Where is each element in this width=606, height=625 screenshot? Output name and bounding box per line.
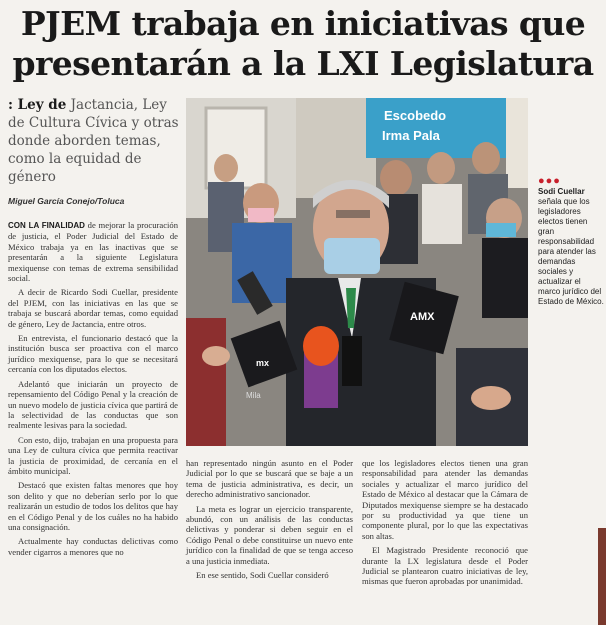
byline: Miguel García Conejo/Toluca [8, 196, 125, 206]
article-column-3 [362, 458, 528, 591]
caption-name: Sodi Cuellar [538, 187, 585, 196]
subhead-text: Jactancia, Ley de Cultura Cívica y otras donde aborden temas, como la equidad de género [8, 97, 179, 185]
subhead-lead: : Ley de [8, 97, 67, 113]
col2-p2: La meta es lograr un ejercicio transparente, abundó, con un análisis de las conductas delictivas y ponderar si deben seguir en el Código Penal o debe constituirse un nuevo ente jurídico con la finalidad de que se tenga acceso a una justicia inmediata. [186, 503, 353, 566]
article-column-1 [8, 220, 178, 561]
subhead [8, 96, 184, 186]
caption-text: señala que los legisladores electos tienen gran responsabilidad para atender las demandas sociales y actualizar el marco jurídico del Estado de México. [538, 197, 604, 306]
article-column-2 [186, 458, 353, 584]
col1-p3: En entrevista, el funcionario destacó que la institución busca ser proactiva con el marco jurídico mexiquense, para lo que se necesitará cercanía con los diputados electos. [8, 333, 178, 375]
caption-dots: ●●● [538, 175, 561, 187]
lead-caps: CON LA FINALIDAD [8, 221, 85, 230]
adjacent-page-edge [598, 528, 606, 625]
col1-p4: Adelantó que iniciarán un proyecto de repensamiento del Código Penal y la creación de un nuevo modelo de justicia cívica que partirá de la selectividad de las conductas que son realmente lesivas para la sociedad. [8, 378, 178, 431]
photo-caption [538, 176, 604, 307]
col1-p6: Destacó que existen faltas menores que hoy son delito y que no deberían serlo por lo que realizarán un estudio de todos los delitos que hay en el Código Penal y de los cuáles no ha habido una consignación. [8, 480, 178, 532]
col1-p1: de mejorar la procuración de justicia, el Poder Judicial del Estado de México trabaja ya en las inactivas que se presentarán a la siguiente Legislatura mexiquense con temas de extrema sensibilidad social. [8, 220, 178, 284]
banner-text-1: Escobedo [384, 108, 447, 123]
mic-label-1: AMX [410, 311, 435, 323]
col1-p7: Actualmente hay conductas delictivas como vender cigarros a menores que no [8, 536, 178, 557]
col1-p2: A decir de Ricardo Sodi Cuellar, presidente del PJEM, con las iniciativas en las que se trabaja se buscará abordar temas, como equidad de género, Ley de Jactancia, entre otros. [8, 287, 178, 329]
headline: PJEM trabaja en iniciativas que presentarán a la LXI Legislatura [12, 4, 594, 83]
col2-p3: En ese sentido, Sodi Cuellar consideró [196, 570, 329, 581]
col3-p2: El Magistrado Presidente reconoció que durante la LX legislatura desde el Poder Judicial se plantearon cuatro iniciativas de ley, mismas que fueron aprobadas por unanimidad. [362, 545, 528, 587]
mic-label-2: mx [256, 358, 270, 368]
col1-p5: Con esto, dijo, trabajan en una propuesta para una Ley de cultura cívica que permita reactivar la justicia de proximidad, de cercanía en el ámbito municipal. [8, 434, 178, 476]
press-photo-illustration [186, 98, 528, 446]
col3-p1: que los legisladores electos tienen una gran responsabilidad para atender las demandas sociales y actualizar el marco jurídico del Estado de México al destacar que la Cámara de Diputados mexiquense siempre se ha destacado por su productividad ya que tiene un componente plural, por lo que las expectativas son altas. [362, 458, 528, 541]
mic-label-3: Mila [246, 391, 261, 400]
press-photo [186, 98, 528, 446]
col2-p1: han representado ningún asunto en el Poder Judicial por lo que se buscará que se baje a un tema de justicia administrativa, es decir, un derecho administrativo sancionador. [186, 458, 353, 500]
banner-text-2: Irma Pala [382, 128, 440, 143]
